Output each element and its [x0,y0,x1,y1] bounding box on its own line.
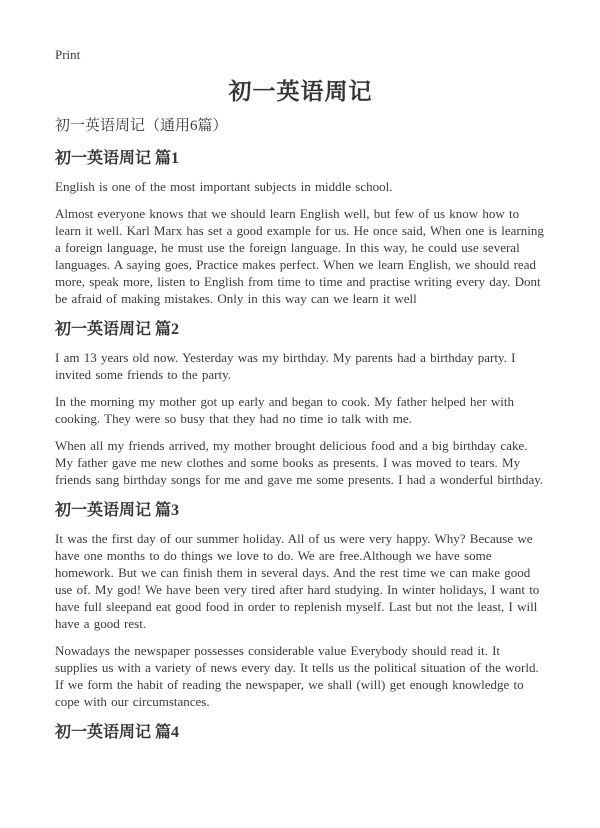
section-3 [55,501,546,710]
section-1 [55,149,546,307]
print-button[interactable]: Print [55,47,81,62]
section-heading: 初一英语周记 篇3 [55,502,180,519]
paragraph: Almost everyone knows that we should learn English well, but few of us know how to learn it well. Karl Marx has set a good example for us. He once said, When one is learning a foreign language, he must use the foreign language. In this way, he could use several languages. A saying goes, Practice makes perfect. When we learn English, we should read more, speak more, listen to English from time to time and practise writing every day. Dont be afraid of making mistakes. Only in this way can we learn it well [55,206,544,306]
paragraph: It was the first day of our summer holiday. All of us were very happy. Why? Because we have one months to do things we love to do. We are free.Although we have some homework. But we can finish them in several days. And the rest time we can make good use of. My god! We have been very tired after hard studying. In winter holidays, I want to have full sleepand eat good food in order to replenish myself. Last but not the least, I will have a good rest. [55,531,540,631]
page-subtitle: 初一英语周记（通用6篇） [55,118,228,134]
page-title: 初一英语周记 [228,79,373,104]
paragraph: I am 13 years old now. Yesterday was my birthday. My parents had a birthday party. I invited some friends to the party. [55,350,516,382]
section-heading: 初一英语周记 篇4 [55,724,180,741]
section-heading: 初一英语周记 篇2 [55,321,180,338]
section-2 [55,320,546,488]
section-4 [55,723,546,742]
paragraph: In the morning my mother got up early and began to cook. My father helped her with cooking. They were so busy that they had no time io talk with me. [55,394,514,426]
paragraph: When all my friends arrived, my mother brought delicious food and a big birthday cake. My father gave me new clothes and some books as presents. I was moved to tears. My friends sang birthday songs for me and gave me some presents. I had a wonderful birthday. [55,438,544,487]
section-heading: 初一英语周记 篇1 [55,150,180,167]
paragraph: Nowadays the newspaper possesses considerable value Everybody should read it. It supplies us with a variety of news every day. It tells us the political situation of the world. If we form the habit of reading the newspaper, we shall (will) get enough knowledge to cope with our circumstances. [55,643,539,709]
paragraph: English is one of the most important subjects in middle school. [55,179,393,194]
